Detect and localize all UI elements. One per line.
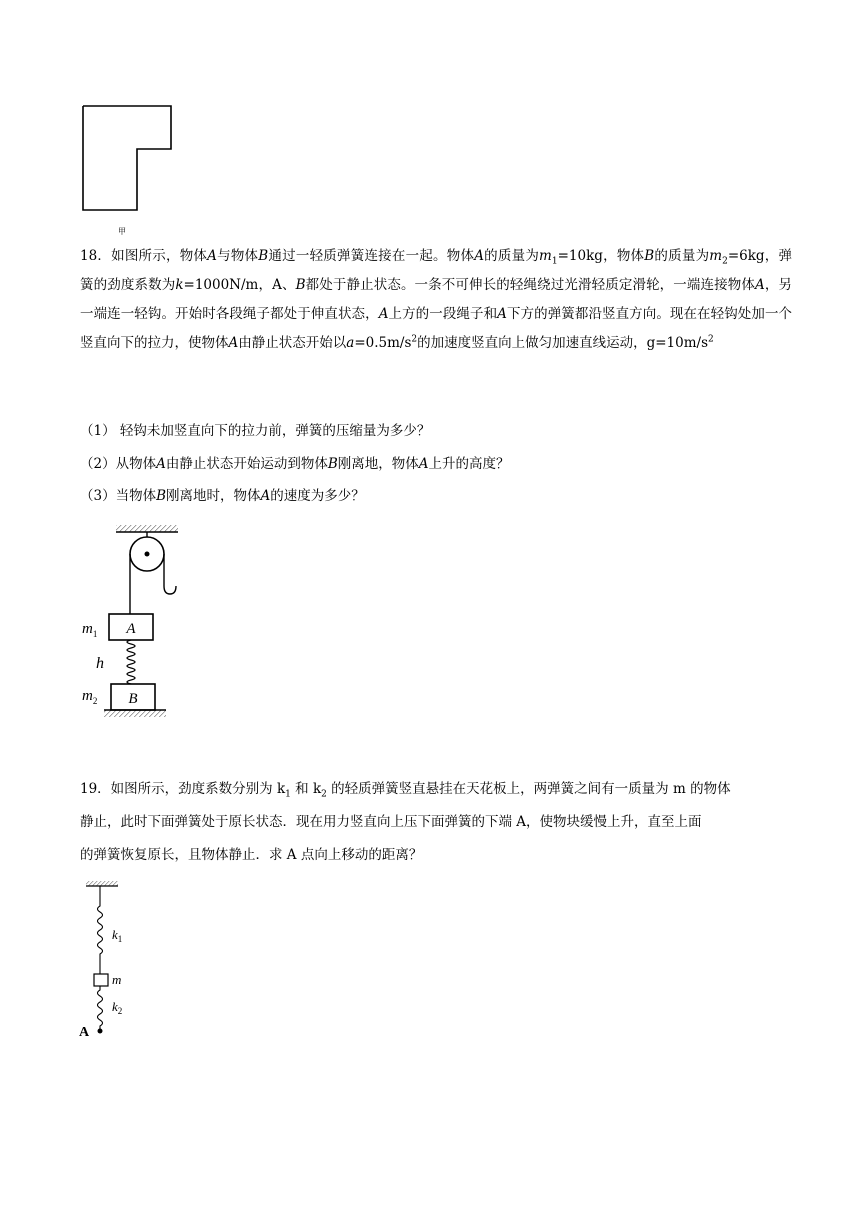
q19-figure [76,878,156,1043]
figure-jia-caption: 甲 [118,227,126,236]
block-A-label: A [126,621,136,637]
label-k1: $k_1$ [112,927,123,944]
label-m2: $m_2$ [82,688,98,706]
block-B-label: B [128,691,138,707]
q18-sub3: （3）当物体B刚离地时，物体A的速度为多少？ [80,488,365,504]
label-m: m [112,972,122,987]
figure-jia [70,95,180,240]
ground-hatch [104,710,166,717]
l-shape-outline [83,106,171,210]
q18-sub2: （2）从物体A由静止状态开始运动到物体B刚离地，物体A上升的高度？ [80,456,510,472]
label-A: A [79,1025,90,1040]
q18-sub1: （1） 轻钩未加竖直向下的拉力前，弹簧的压缩量为多少？ [80,423,431,439]
point-A [98,1029,103,1034]
hook [164,586,176,594]
q19-line3: 的弹簧恢复原长，且物体静止．求 A 点向上移动的距离？ [80,847,423,863]
q18-number: 18． [80,248,112,264]
mass-m [94,974,108,986]
spring-k2 [98,986,103,1030]
q18-stem: 18．如图所示，物体A与物体B通过一轻质弹簧连接在一起。物体A的质量为$m_1=10kg$，物体B的质量为$m_2=6kg$，弹簧的劲度系数为k=1000N/m，A、B都处于静止状态。一条不可伸长的轻绳绕过光滑轻质定滑轮，一端连接物体A，另一端连一轻钩。开始时各段绳子都处于伸直状态，A上方的一段绳子和A下方的弹簧都沿竖直方向。现在在轻钩处加一个竖直向下的拉力，使物体A由静止状态开始以$a=0.5m/s^2$的加速度竖直向上做匀加速直线运动，$g=10m/s^2$ [80,248,793,351]
label-h: h [96,655,104,672]
q19-line1: 19．如图所示，劲度系数分别为 $k_1$ 和 $k_2$ 的轻质弹簧竖直悬挂在天花板上，两弹簧之间有一质量为 m 的物体 [80,781,731,800]
label-m1: $m_1$ [82,621,98,639]
pulley-axle [145,552,150,557]
ceiling-hatch [116,525,178,532]
spring-k1 [98,886,103,974]
q18-figure [78,518,178,723]
label-k2: $k_2$ [112,999,123,1016]
ceiling-hatch [86,881,118,886]
q19-line2: 静止，此时下面弹簧处于原长状态．现在用力竖直向上压下面弹簧的下端 A，使物块缓慢上升，直至上面 [80,814,702,830]
